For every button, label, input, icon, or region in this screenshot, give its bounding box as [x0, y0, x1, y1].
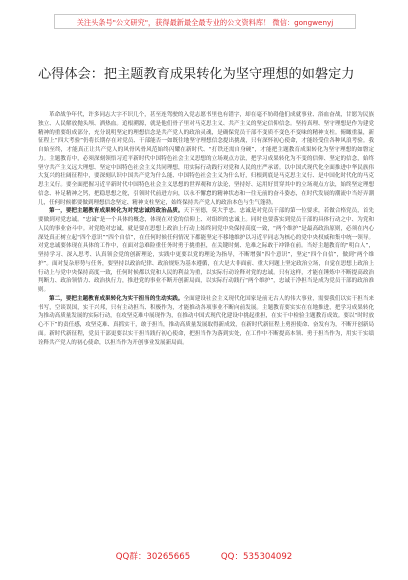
paragraph-text: 全面建设社会主义现代化国家是前无古人的伟大事业，需要我们以实干担当来书写，空谈误国，实干兴邦，只有主动担当、积极作为，才能推动各项事业不断向前发展。主题教育要实实在在地推进，把学习成果转化为推动高质量发展的实际行动，在攻坚克难中展现作为，在推动中国式现代化建设中挑起重担，在实干中检验主题教育成效。要以“时时放心不下”的责任感，攻坚克难、真抓实干，敢于担当，推动高质量发展取得新成效，在新时代新征程上勇担使命、奋发有为，不断开创新局面。新时代新征程，党员干部更要以实干担当践行初心使命，把担当作为落到实处，在工作中不断提高本领、勇于担当作为，用实干实绩诠释共产党人的初心使命，以担当作为开创事业发展新局面。	[38, 295, 375, 346]
article-title: 心得体会：把主题教育成果转化为坚守理想的如磐定力	[38, 67, 355, 82]
paragraph-text: 革命战争年代，许多同志大字不识几个，甚至连驾驶的入党志愿书里也有错字，却在毫不妨碍他们成就事业、浴血奋战，甘愿为民族独立、人民解放抛头颅、洒热血。追根溯源，就是他们骨子里对马克思主义、共产主义的坚定信仰信念。坚持真理、坚守理想是作为建党精神的重要组成部分，充分说明坚定的理想信念是共产党人的政治灵魂，是确保党员干部不变质不变色不变味的精神支柱。俯瞰重温，新征程上“四大考验”仍将长期存在对党员、干部能否一如既往地坚守理想信念提出挑战，只有深怀初心使命，才能经受住各种风浪考验。我自始至终，才能真正让共产党人的风骨风骨风范始终闪耀在新时代、“打铁还需自身硬”，才能把主题教育成果转化为坚守理想的如磐定力。主题教育中，必须深刻领悟习近平新时代中国特色社会主义思想的立场观点方法，把学习成果转化为不变的信仰、坚定的信念，始终坚守共产主义远大理想、坚定中国特色社会主义共同理想，用实际行动践行对党和人民的庄严承诺。以中国式现代化全面推进中华民族伟大复兴的壮阔征程中，要深刻认识中国共产党为什么能、中国特色社会主义为什么好，归根到底是马克思主义行、是中国化时代化的马克思主义行。要全面把握习近平新时代中国特色社会主义思想的世界观和方法论，坚持好、运用好贯穿其中的立场观点方法，始终坚定理想信念、补足精神之钙，把稳思想之舵，引领时代前进方向，以永不懈怠的精神状态和一往无前的奋斗姿态，在时代发展的潮流中当好弄潮儿，任何时候都要做到理想信念坚定、精神支柱坚定，始终保持共产党人的政治本色与生气蓬勃。	[38, 112, 374, 206]
paragraph	[38, 111, 374, 207]
paragraph	[38, 295, 374, 348]
footer-qq-group: QQ群：30265665	[115, 552, 191, 562]
paragraph	[38, 207, 374, 295]
article-body	[38, 111, 374, 347]
footer-contact	[0, 549, 408, 565]
paragraph-heading: 第一，要把主题教育成果转化为对党忠诚的政治品质。	[49, 208, 184, 215]
paragraph-heading: 第二，要把主题教育成果转化为实干担当的生动实践。	[49, 295, 184, 302]
paragraph-text: 天下至德，莫大乎忠。忠诚是对党员干部的第一位要求，若做合格党员，首先要做到对党忠诚。“忠诚”是一个具体的概念，体现在对党的信仰上、对组织的忠诚上。同时也要落实到党员干部的具体行动之中、为党和人民的事业奋斗中。对党绝对忠诚，就是要在思想上政治上行动上始终同党中央保持高度一致，“两个维护”是最高政治原则，必须在内心深处真正树立起“四个意识”“四个自信”，在任何时候任何情况下都能坚定不移地维护以习近平同志为核心的党中央权威和集中统一领导。对党忠诚要体现在具体的工作中，在面对急难险重任务时勇于挑重担，在关键时刻、危难之际敢于冲锋在前。当好主题教育的“明白人”，坚持学习、深入思考、认真领会党的创新理论，实践中更要以党的理论为指导，不断增强“四个意识”，坚定“四个自信”，做到“两个维护”。面对复杂形势与任务，要坚持以政治纪律、政治规矩为基本遵循，在大是大非面前、重大问题上坚定政治立场，自觉在思想上政治上行动上与党中央保持高度一致，任何时候都以党和人民的利益为重，以实际行动诠释对党的忠诚。只有这样，才能在锤炼中不断提高政治判断力、政治领悟力、政治执行力，推进党的事业不断开创新局面，以实际行动践行“两个维护”，忠诚干净担当是成为党员干部的政治准则。	[38, 208, 375, 293]
top-banner: 关注头条号"公文研究"，获得最新最全最专业的公文资料库！ 微信：gongwenyj	[54, 14, 356, 29]
footer-qq: QQ：535304092	[220, 552, 293, 562]
